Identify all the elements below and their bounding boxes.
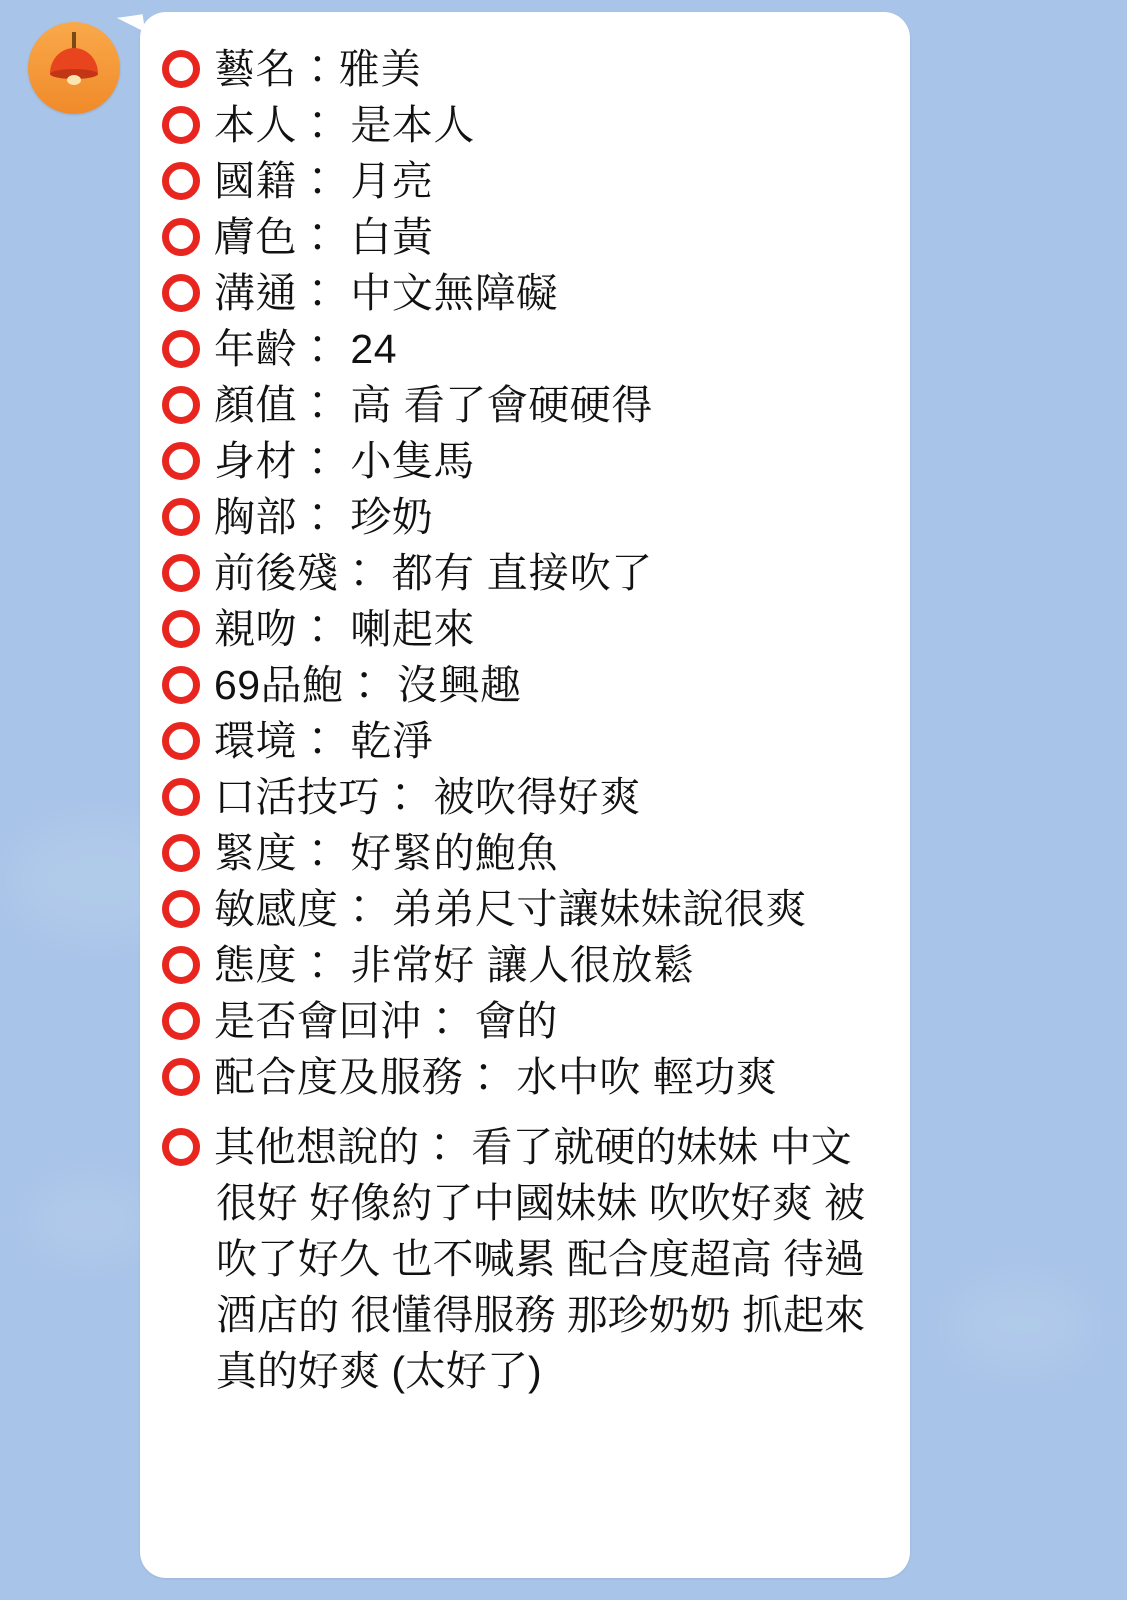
red-circle-icon [162, 330, 200, 368]
red-circle-icon [162, 1002, 200, 1040]
red-circle-icon [162, 386, 200, 424]
list-item [162, 266, 888, 321]
red-circle-icon [162, 1058, 200, 1096]
list-item-text: 本人： 是本人 [214, 102, 475, 148]
red-circle-icon [162, 778, 200, 816]
list-item-text: 前後殘： 都有 直接吹了 [214, 550, 653, 596]
list-item [162, 938, 888, 993]
red-circle-icon [162, 274, 200, 312]
list-item-text: 敏感度： 弟弟尺寸讓妹妹說很爽 [214, 886, 807, 932]
list-item [162, 98, 888, 153]
list-item-text: 緊度： 好緊的鮑魚 [214, 830, 558, 876]
list-item [162, 882, 888, 937]
final-note-text: 其他想說的： 看了就硬的妹妹 中文很好 好像約了中國妹妹 吹吹好爽 被吹了好久 也不喊累 配合度超高 待過酒店的 很懂得服務 那珍奶奶 抓起來真的好爽 (太好了) [214, 1124, 866, 1394]
list-item-text: 配合度及服務： 水中吹 輕功爽 [214, 1054, 778, 1100]
red-circle-icon [162, 722, 200, 760]
list-item-text: 膚色： 白黃 [214, 214, 434, 260]
background-decoration [950, 1280, 1090, 1370]
red-circle-icon [162, 162, 200, 200]
lamp-icon [28, 22, 120, 114]
red-circle-icon [162, 554, 200, 592]
list-item [162, 490, 888, 545]
list-item [162, 434, 888, 489]
avatar[interactable] [28, 22, 120, 114]
list-item [162, 658, 888, 713]
list-item-text: 顏值： 高 看了會硬硬得 [214, 382, 653, 428]
list-item [162, 994, 888, 1049]
final-note [162, 1119, 888, 1399]
list-item-text: 69品鮑： 沒興趣 [214, 662, 522, 708]
list-item [162, 42, 888, 97]
background-decoration [30, 1180, 150, 1260]
list-item-text: 年齡： 24 [214, 326, 397, 372]
list-item [162, 322, 888, 377]
red-circle-icon [162, 890, 200, 928]
list-item-text: 溝通： 中文無障礙 [214, 270, 558, 316]
list-item-text: 身材： 小隻馬 [214, 438, 475, 484]
list-item-text: 口活技巧： 被吹得好爽 [214, 774, 641, 820]
list-item [162, 826, 888, 881]
list-item [162, 546, 888, 601]
chat-bubble [140, 12, 910, 1578]
list-item [162, 154, 888, 209]
message-list [162, 42, 888, 1399]
list-item [162, 714, 888, 769]
list-item [162, 210, 888, 265]
list-item-text: 環境： 乾淨 [214, 718, 434, 764]
list-item-text: 胸部： 珍奶 [214, 494, 434, 540]
list-item [162, 1050, 888, 1105]
red-circle-icon [162, 50, 200, 88]
red-circle-icon [162, 610, 200, 648]
red-circle-icon [162, 498, 200, 536]
red-circle-icon [162, 106, 200, 144]
list-item-text: 國籍： 月亮 [214, 158, 434, 204]
list-item-text: 親吻： 喇起來 [214, 606, 475, 652]
list-item [162, 378, 888, 433]
list-item-text: 態度： 非常好 讓人很放鬆 [214, 942, 695, 988]
list-item [162, 770, 888, 825]
list-item-text: 藝名：雅美 [214, 46, 422, 92]
list-item-text: 是否會回沖： 會的 [214, 998, 558, 1044]
red-circle-icon [162, 218, 200, 256]
red-circle-icon [162, 834, 200, 872]
red-circle-icon [162, 946, 200, 984]
list-item [162, 602, 888, 657]
red-circle-icon [162, 666, 200, 704]
red-circle-icon [162, 442, 200, 480]
red-circle-icon [162, 1128, 200, 1166]
